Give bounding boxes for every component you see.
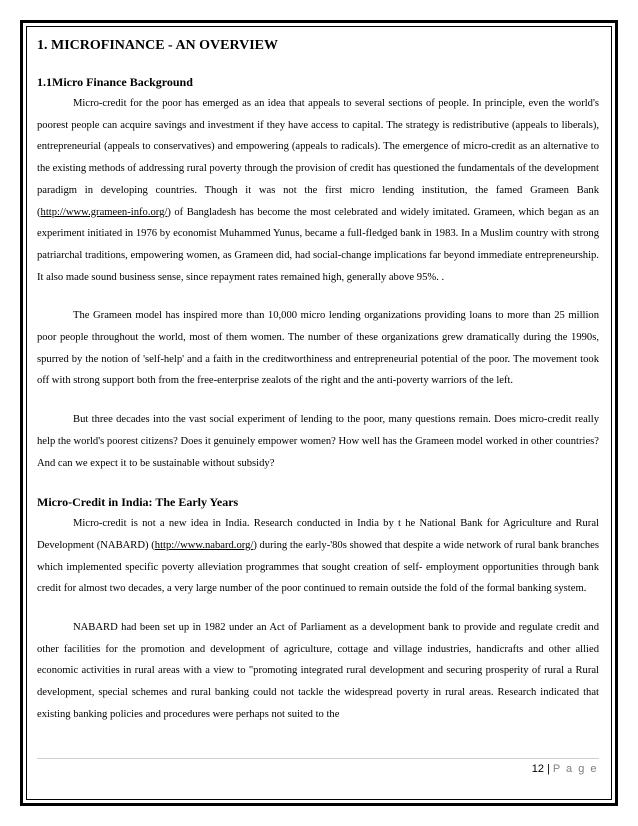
paragraph-text: ) of Bangladesh has become the most celebrated and widely imitated. Grameen, which began as an experiment initiated in 1976 by economist Muhammed Yunus, became a full-fledged bank in 1983. In a Muslim country with strong patriarchal traditions, empowering women, as Grameen did, had social-change implications far beyond immediate entrepreneurship. It also made sound business sense, since repayment rates remained high, generally above 95%. . xyxy=(37,206,599,283)
section-heading-india: Micro-Credit in India: The Early Years xyxy=(37,495,239,510)
page-number: 12 xyxy=(531,763,544,775)
nabard-link[interactable]: http://www.nabard.org/ xyxy=(154,539,254,551)
footer-separator: | xyxy=(546,763,550,775)
page-content xyxy=(37,38,599,726)
paragraph-grameen-model: The Grameen model has inspired more than 10,000 micro lending organizations providing loans to more than 25 million poor people throughout the world, most of them women. The number of these organizations grew dramatically during the 1990s, spurred by the notion of 'self-help' and a faith in the creditworthiness and entrepreneurial potential of the poor. The movement took off with strong support both from the free-enterprise zealots of the right and the anti-poverty warriors of the left. xyxy=(37,310,599,387)
paragraph-questions: But three decades into the vast social experiment of lending to the poor, many questions remain. Does micro-credit really help the world's poorest citizens? Does it genuinely empower women? How well has the Grameen model worked in other countries? And can we expect it to be sustainable without subsidy? xyxy=(37,414,599,469)
page-footer xyxy=(532,763,598,775)
document-title: 1. MICROFINANCE - AN OVERVIEW xyxy=(37,38,279,53)
paragraph-india-intro xyxy=(37,513,599,600)
paragraph-microcredit-intro xyxy=(37,93,599,288)
paragraph-nabard: NABARD had been set up in 1982 under an Act of Parliament as a development bank to provide and regulate credit and other facilities for the promotion and development of agriculture, cottage and village industries, handicrafts and other allied economic activities in rural areas with a view to "promoting integrated rural development and securing prosperity of rural a Rural development, special schemes and rural banking could not tackle the widespread poverty in rural areas. Research indicated that existing banking policies and procedures were perhaps not suited to the xyxy=(37,622,599,720)
paragraph-text: Micro-credit is not a new idea in India. Research conducted in India by t he National Bank for Agriculture and Rural Development (NABARD) ( xyxy=(37,518,599,551)
paragraph-text: Micro-credit for the poor has emerged as an idea that appeals to several sections of people. In principle, even the world's poorest people can acquire savings and investment if they have access to capital. The strategy is redistributive (appeals to liberals), entrepreneurial (appeals to conservatives) and empowering (appeals to radicals). The emergence of micro-credit as an alternative to the existing methods of addressing rural poverty through the provision of credit has questioned the fundamentals of the development paradigm in developing countries. Though it was not the first micro lending institution, the famed Grameen Bank ( xyxy=(37,98,599,218)
grameen-link[interactable]: http://www.grameen-info.org/ xyxy=(40,206,168,218)
section-heading-background: 1.1Micro Finance Background xyxy=(37,75,193,89)
page-label: P a g e xyxy=(552,763,598,775)
paragraph-text: ) during the early-'80s showed that despite a wide network of rural bank branches which implemented specific poverty alleviation programmes that sought creation of self- employment opportunities through bank credit for almost two decades, a very large number of the poor continued to remain outside the fold of the formal banking system. xyxy=(37,539,600,595)
footer-divider xyxy=(37,758,599,759)
